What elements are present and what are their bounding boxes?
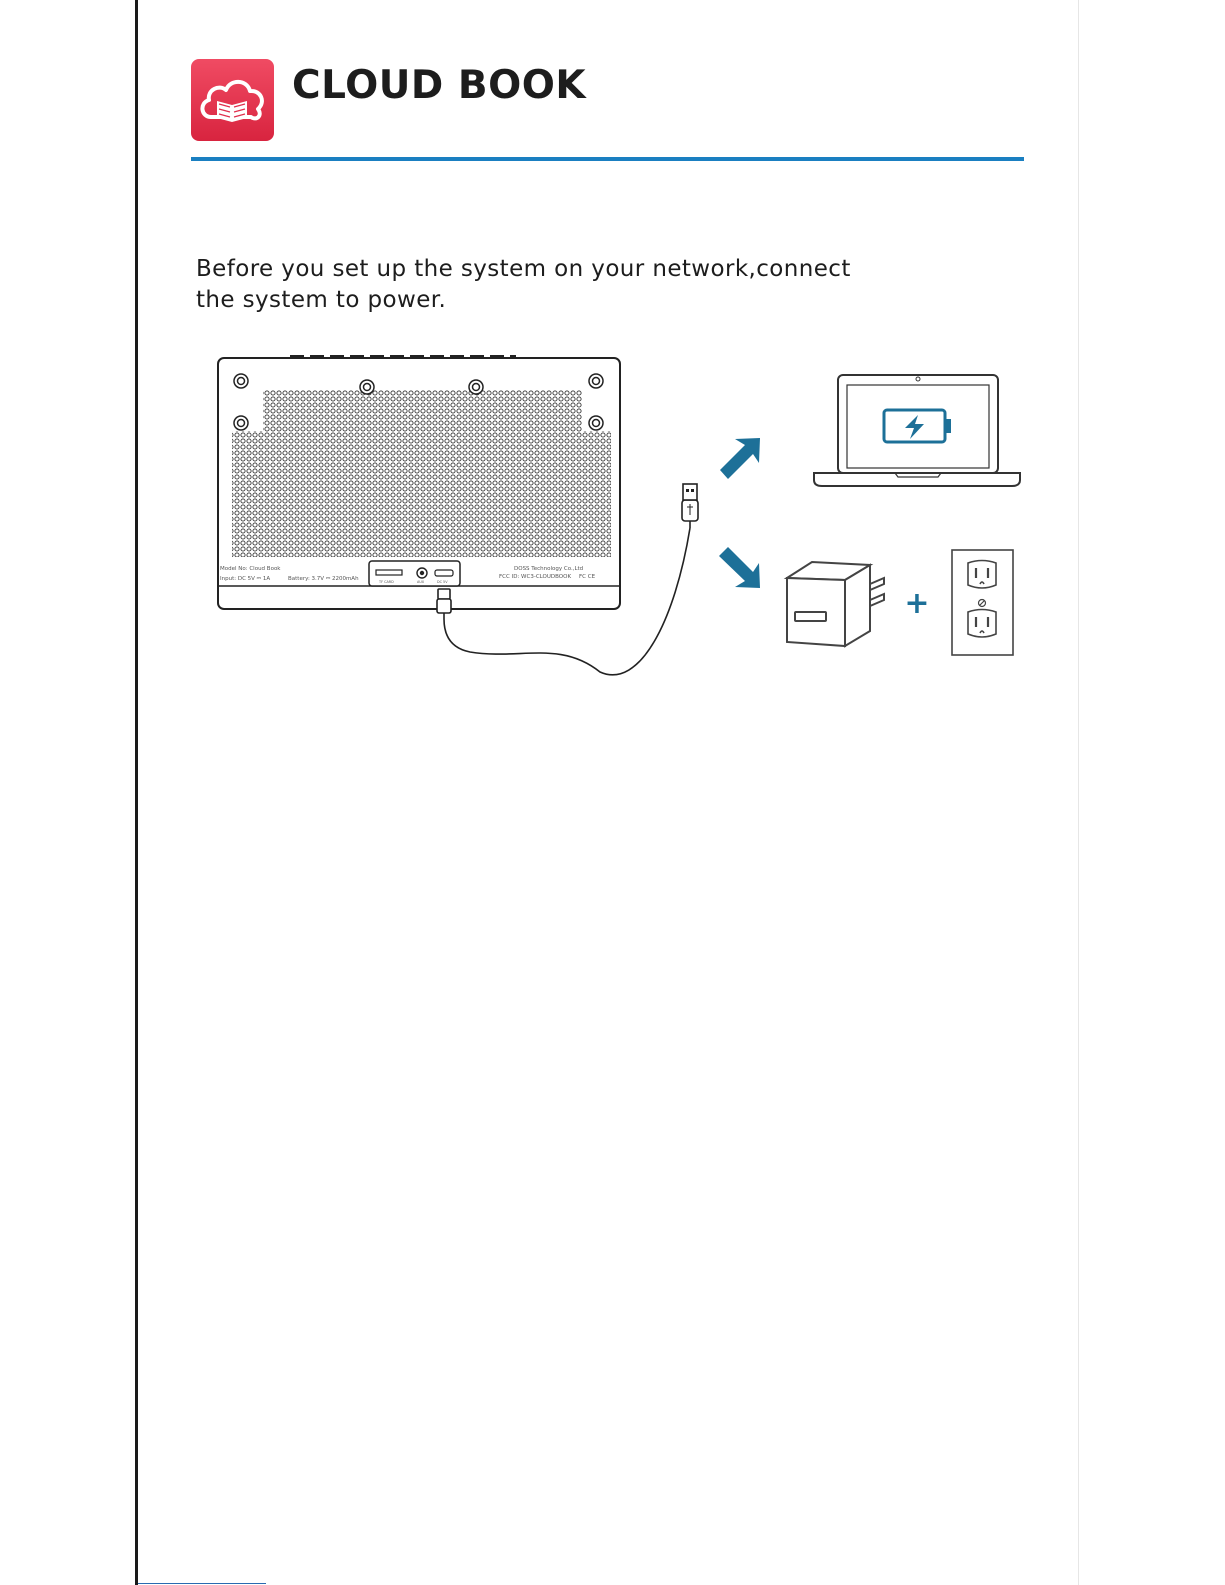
speaker-fcc-text: FCC ID: WC3-CLOUDBOOK (499, 574, 572, 580)
arrow-down-right-icon (719, 547, 760, 588)
speaker-input-text: Input: DC 5V ⎓ 1A (220, 576, 271, 582)
speaker-battery-text: Battery: 3.7V ⎓ 2200mAh (288, 576, 359, 582)
speaker-cert-marks: FC CE (579, 574, 596, 580)
intro-line-1: Before you set up the system on your network,connect (196, 256, 851, 282)
arrow-up-right-icon (720, 438, 760, 479)
intro-line-2: the system to power. (196, 287, 447, 313)
plus-sign: + (904, 586, 930, 621)
port-label-tf-card: TF CARD (379, 580, 394, 584)
usb-power-adapter-icon (787, 562, 884, 646)
battery-charging-icon (884, 410, 951, 442)
port-label-dc: DC 5V (437, 580, 448, 584)
speaker-model-text: Model No: Cloud Book (220, 566, 281, 572)
brand-title: CLOUD BOOK (292, 63, 587, 108)
speaker-port-panel (369, 561, 460, 586)
wall-outlet-icon (952, 550, 1013, 655)
speaker-back-icon (218, 356, 620, 609)
port-label-aux: AUX (417, 580, 425, 584)
speaker-company-text: DOSS Technology Co.,Ltd (514, 566, 584, 572)
